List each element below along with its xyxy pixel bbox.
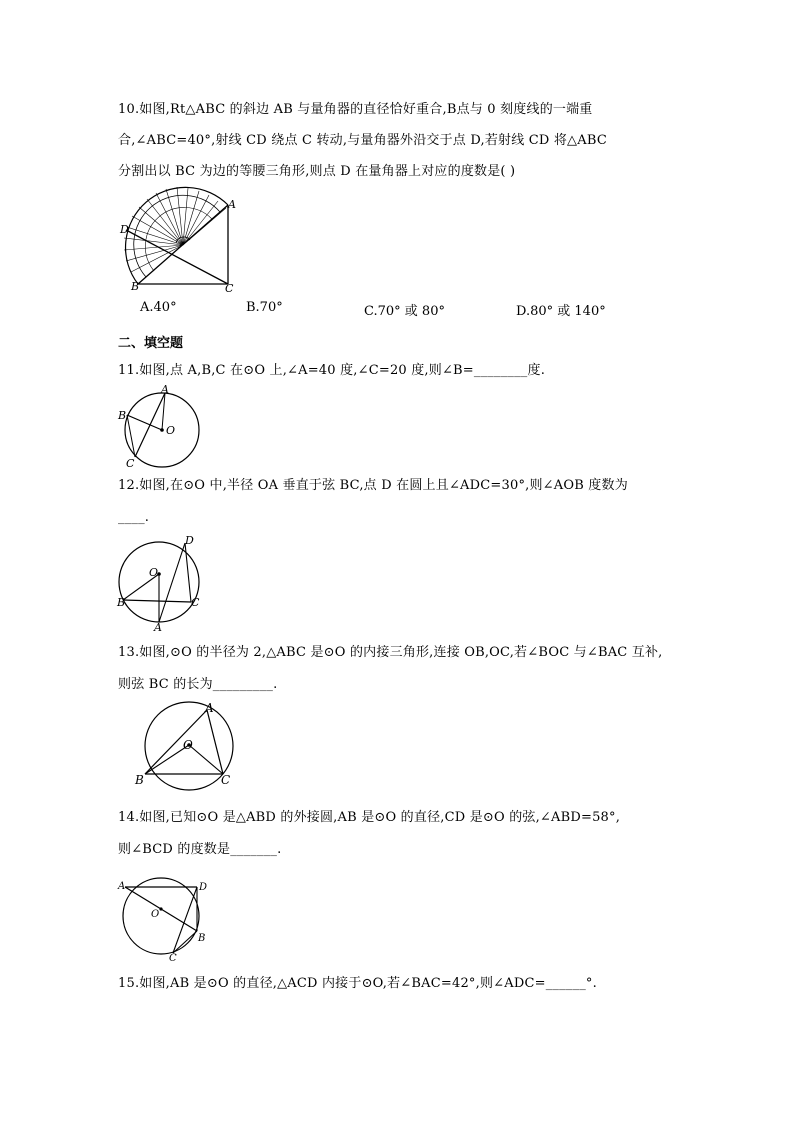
q12-label-A: A bbox=[154, 621, 162, 634]
q11-circle-figure bbox=[115, 385, 205, 469]
q10-label-C: C bbox=[225, 282, 234, 295]
q14-label-C: C bbox=[169, 953, 177, 964]
q11-label-B: B bbox=[118, 409, 127, 422]
q12-label-O: O bbox=[149, 566, 159, 579]
q12-label-B: B bbox=[117, 596, 126, 609]
q13-label-B: B bbox=[135, 773, 144, 787]
q12-label-C: C bbox=[191, 596, 200, 609]
q13-label-A: A bbox=[205, 701, 214, 715]
q10-line-1: 10.如图,Rt△ABC 的斜边 AB 与量角器的直径恰好重合,B点与 0 刻度线的一端重 bbox=[118, 102, 593, 117]
q10-label-B: B bbox=[131, 280, 140, 293]
q15-text: 15.如图,AB 是⊙O 的直径,△ACD 内接于⊙O,若∠BAC=42°,则∠ADC=______°. bbox=[118, 976, 597, 991]
q13-label-C: C bbox=[221, 773, 231, 787]
q11-label-C: C bbox=[126, 457, 135, 470]
q10-label-D: D bbox=[120, 223, 129, 236]
q10-option-b[interactable]: B.70° bbox=[246, 300, 283, 315]
q14-label-D: D bbox=[199, 882, 208, 893]
q14-line-2: 则∠BCD 的度数是_______. bbox=[118, 842, 282, 857]
q12-line-2: ____. bbox=[118, 510, 150, 525]
q11-label-A: A bbox=[161, 383, 169, 396]
q13-line-2: 则弦 BC 的长为_________. bbox=[118, 677, 278, 692]
q11-label-O: O bbox=[166, 424, 176, 437]
q10-option-d[interactable]: D.80° 或 140° bbox=[516, 304, 606, 319]
q10-label-A: A bbox=[228, 198, 236, 211]
q13-line-1: 13.如图,⊙O 的半径为 2,△ABC 是⊙O 的内接三角形,连接 OB,OC,若∠BOC 与∠BAC 互补, bbox=[118, 645, 663, 660]
q10-line-2: 合,∠ABC=40°,射线 CD 绕点 C 转动,与量角器外沿交于点 D,若射线 CD 将△ABC bbox=[118, 133, 607, 148]
q12-circle-figure bbox=[115, 534, 205, 632]
q10-line-3: 分割出以 BC 为边的等腰三角形,则点 D 在量角器上对应的度数是( ) bbox=[118, 164, 516, 179]
q14-label-O: O bbox=[151, 909, 160, 920]
q13-circle-figure bbox=[133, 700, 243, 790]
q10-option-c[interactable]: C.70° 或 80° bbox=[364, 304, 445, 319]
q14-circle-figure bbox=[115, 873, 215, 963]
section-title: 二、填空题 bbox=[118, 336, 184, 351]
q11-text: 11.如图,点 A,B,C 在⊙O 上,∠A=40 度,∠C=20 度,则∠B=________度. bbox=[118, 363, 546, 378]
q12-line-1: 12.如图,在⊙O 中,半径 OA 垂直于弦 BC,点 D 在圆上且∠ADC=30°,则∠AOB 度数为 bbox=[118, 478, 628, 493]
q14-line-1: 14.如图,已知⊙O 是△ABD 的外接圆,AB 是⊙O 的直径,CD 是⊙O 的弦,∠ABD=58°, bbox=[118, 810, 621, 825]
q10-protractor-figure bbox=[115, 193, 245, 293]
q14-label-B: B bbox=[198, 933, 206, 944]
q14-label-A: A bbox=[118, 881, 126, 892]
q13-label-O: O bbox=[183, 738, 193, 752]
q12-label-D: D bbox=[185, 534, 194, 547]
q10-option-a[interactable]: A.40° bbox=[140, 300, 177, 315]
